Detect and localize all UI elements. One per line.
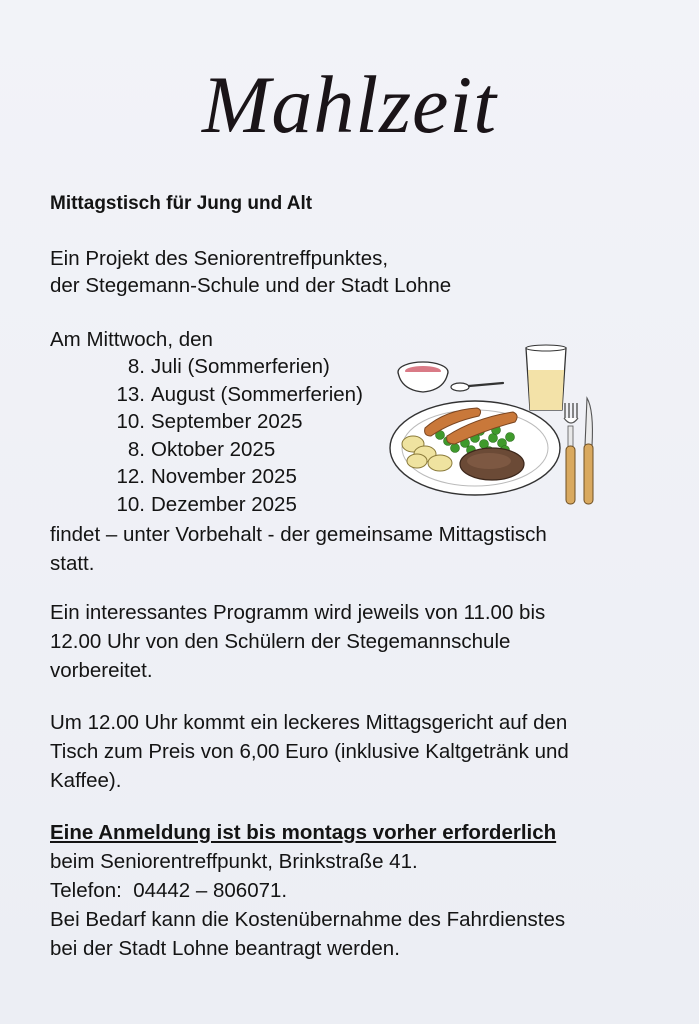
glass-icon <box>526 345 566 410</box>
plate-icon <box>390 401 560 495</box>
date-item <box>50 381 363 409</box>
project-description <box>50 245 451 299</box>
date-month: September 2025 <box>151 410 303 433</box>
contact-info <box>50 847 565 963</box>
subtitle: Mittagstisch für Jung und Alt <box>50 193 313 214</box>
date-list <box>50 353 363 518</box>
date-item <box>50 436 363 464</box>
date-day: 8. <box>127 437 145 461</box>
spoon-icon <box>451 383 503 391</box>
text-line: Um 12.00 Uhr kommt ein leckeres Mittagsgericht auf den <box>50 711 568 734</box>
text-line: 12.00 Uhr von den Schülern der Stegemannschule <box>50 630 511 653</box>
date-day: 10. <box>116 492 145 516</box>
date-item <box>50 491 363 519</box>
program-paragraph <box>50 598 545 685</box>
text-line: beim Seniorentreffpunkt, Brinkstraße 41. <box>50 850 418 873</box>
mittagstisch-note <box>50 520 547 578</box>
dates-intro: Am Mittwoch, den <box>50 328 213 351</box>
fork-icon <box>564 403 578 504</box>
date-item <box>50 353 363 381</box>
text-line: Ein interessantes Programm wird jeweils von 11.00 bis <box>50 601 546 624</box>
date-day: 12. <box>116 465 145 488</box>
date-month: August (Sommerferien) <box>151 382 363 406</box>
project-line: der Stegemann-Schule und der Stadt Lohne <box>50 274 452 297</box>
meal-plate-icon <box>385 340 605 515</box>
date-day: 8. <box>127 355 145 378</box>
text-line: findet – unter Vorbehalt - der gemeinsame Mittagstisch <box>50 523 547 546</box>
date-month: Dezember 2025 <box>151 492 297 516</box>
text-line: Kaffee). <box>50 769 122 792</box>
text-line: bei der Stadt Lohne beantragt werden. <box>50 937 400 960</box>
meal-price-paragraph <box>50 708 569 795</box>
page-title: Mahlzeit <box>202 59 497 150</box>
date-day: 13. <box>116 382 145 406</box>
date-item <box>50 463 363 491</box>
sauce-bowl-icon <box>398 362 448 392</box>
text-line: Bei Bedarf kann die Kostenübernahme des Fahrdienstes <box>50 908 566 931</box>
project-line: Ein Projekt des Seniorentreffpunktes, <box>50 247 389 270</box>
date-day: 10. <box>116 410 145 433</box>
text-line: Tisch zum Preis von 6,00 Euro (inklusive Kaltgetränk und <box>50 740 569 763</box>
date-item <box>50 408 363 436</box>
registration-heading: Eine Anmeldung ist bis montags vorher erforderlich <box>50 821 557 844</box>
text-line: statt. <box>50 552 95 575</box>
date-month: Oktober 2025 <box>151 437 276 461</box>
text-line: vorbereitet. <box>50 659 153 682</box>
phone-line: Telefon: 04442 – 806071. <box>50 879 288 902</box>
date-month: November 2025 <box>151 465 297 488</box>
date-month: Juli (Sommerferien) <box>151 355 330 378</box>
knife-icon <box>584 398 593 504</box>
